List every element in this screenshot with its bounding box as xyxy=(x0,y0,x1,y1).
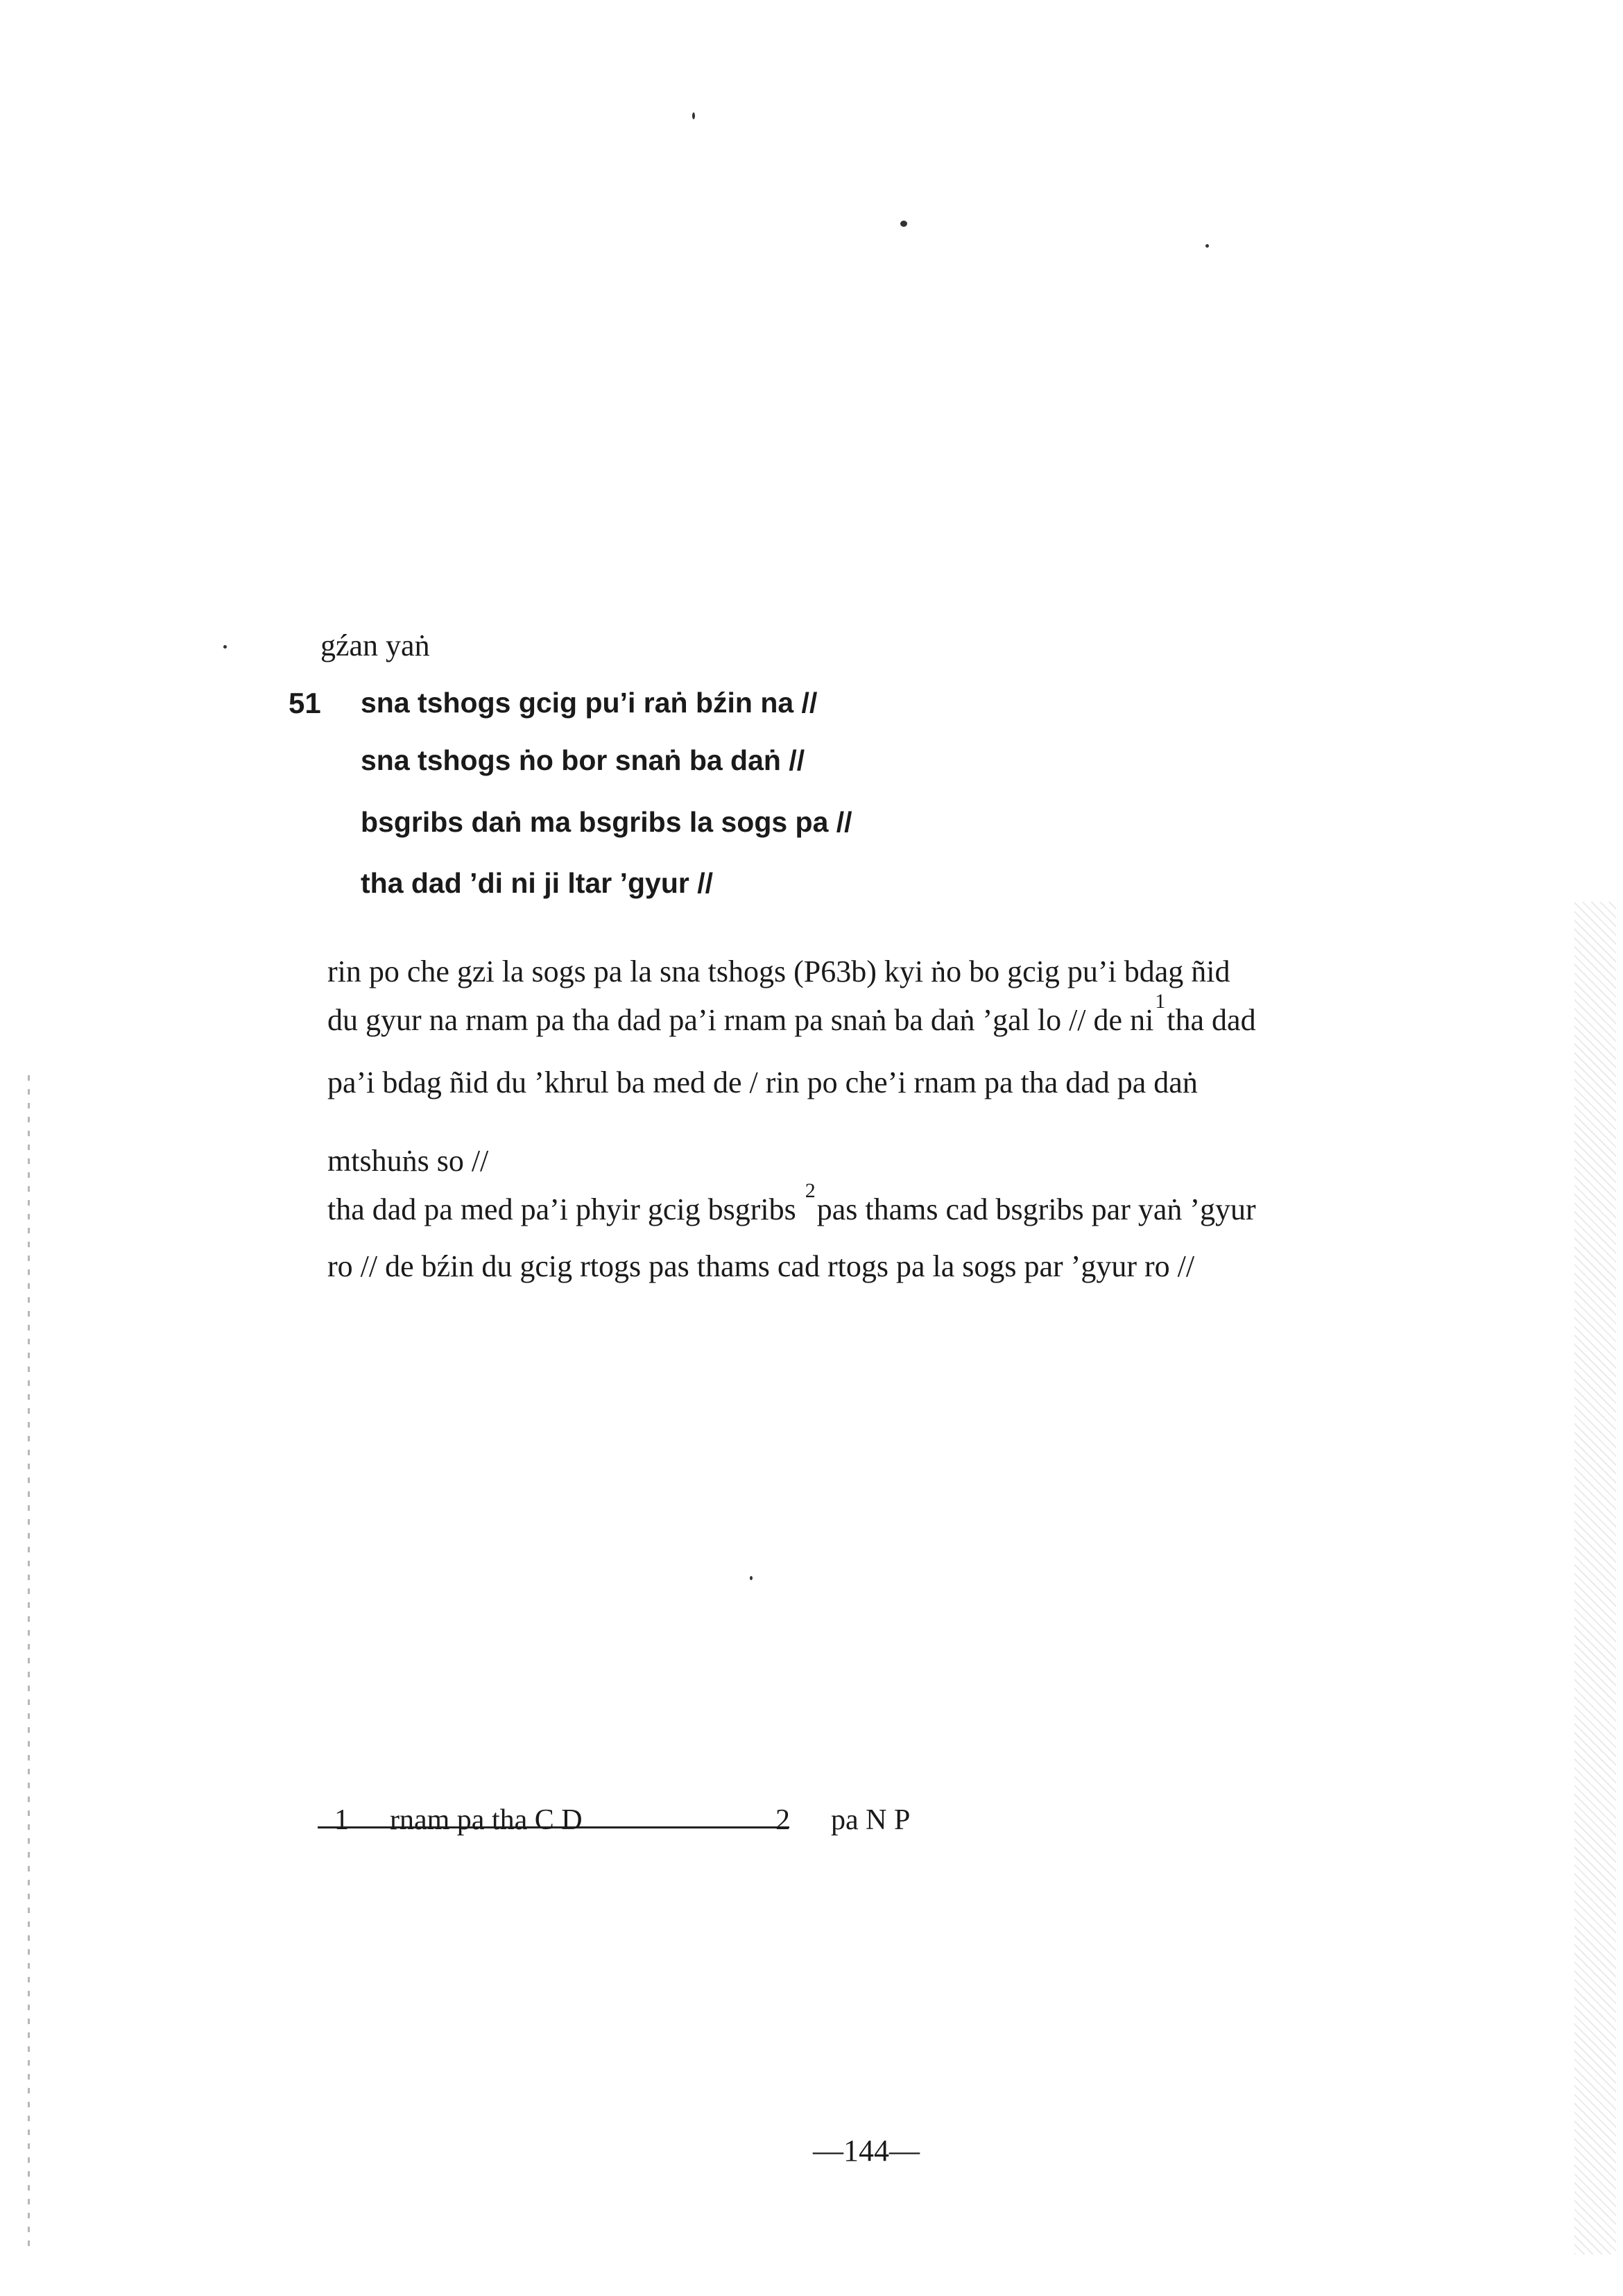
verse-number: 51 xyxy=(289,687,321,719)
scan-speck xyxy=(900,221,907,227)
footnote-text: rnam pa tha C D xyxy=(390,1804,583,1836)
scan-speck xyxy=(1205,244,1209,248)
footnote-marker: 2 xyxy=(805,1179,816,1202)
verse-line: sna tshogs ṅo bor snaṅ ba daṅ // xyxy=(361,744,805,776)
scan-speck xyxy=(692,112,695,119)
footnote xyxy=(775,1804,910,1837)
scan-edge-right xyxy=(1574,902,1616,2254)
commentary-line: ro // de bźin du gcig rtogs pas thams cad rtogs pa la sogs par ’gyur ro // xyxy=(327,1249,1195,1283)
scan-speck xyxy=(223,645,227,649)
footnote-number: 1 xyxy=(334,1804,349,1836)
verse-line: tha dad ’di ni ji ltar ’gyur // xyxy=(361,867,713,899)
commentary-text: tha dad xyxy=(1167,1003,1256,1037)
commentary-text: pas thams cad bsgribs par yaṅ ’gyur xyxy=(816,1192,1256,1226)
commentary-text: du gyur na rnam pa tha dad pa’i rnam pa snaṅ ba daṅ ’gal lo // de ni xyxy=(327,1003,1154,1037)
scan-edge-left xyxy=(28,1075,30,2254)
page-number: —144— xyxy=(813,2134,920,2168)
commentary-line xyxy=(327,990,1256,1038)
footnote xyxy=(334,1804,583,1837)
commentary-line: pa’i bdag ñid du ’khrul ba med de / rin po che’i rnam pa tha dad pa daṅ xyxy=(327,1065,1198,1099)
commentary-line xyxy=(327,1179,1256,1227)
footnote-number: 2 xyxy=(775,1804,790,1836)
commentary-line: mtshuṅs so // xyxy=(327,1144,489,1178)
intro-phrase: gźan yaṅ xyxy=(320,628,430,662)
verse-line: bsgribs daṅ ma bsgribs la sogs pa // xyxy=(361,806,852,838)
footnote-marker: 1 xyxy=(1155,990,1166,1013)
verse-line: sna tshogs gcig pu’i raṅ bźin na // xyxy=(361,687,818,719)
footnote-text: pa N P xyxy=(831,1804,911,1836)
scan-speck xyxy=(750,1576,753,1580)
commentary-text: tha dad pa med pa’i phyir gcig bsgribs xyxy=(327,1192,796,1226)
commentary-line: rin po che gzi la sogs pa la sna tshogs (P63b) kyi ṅo bo gcig pu’i bdag ñid xyxy=(327,954,1230,988)
